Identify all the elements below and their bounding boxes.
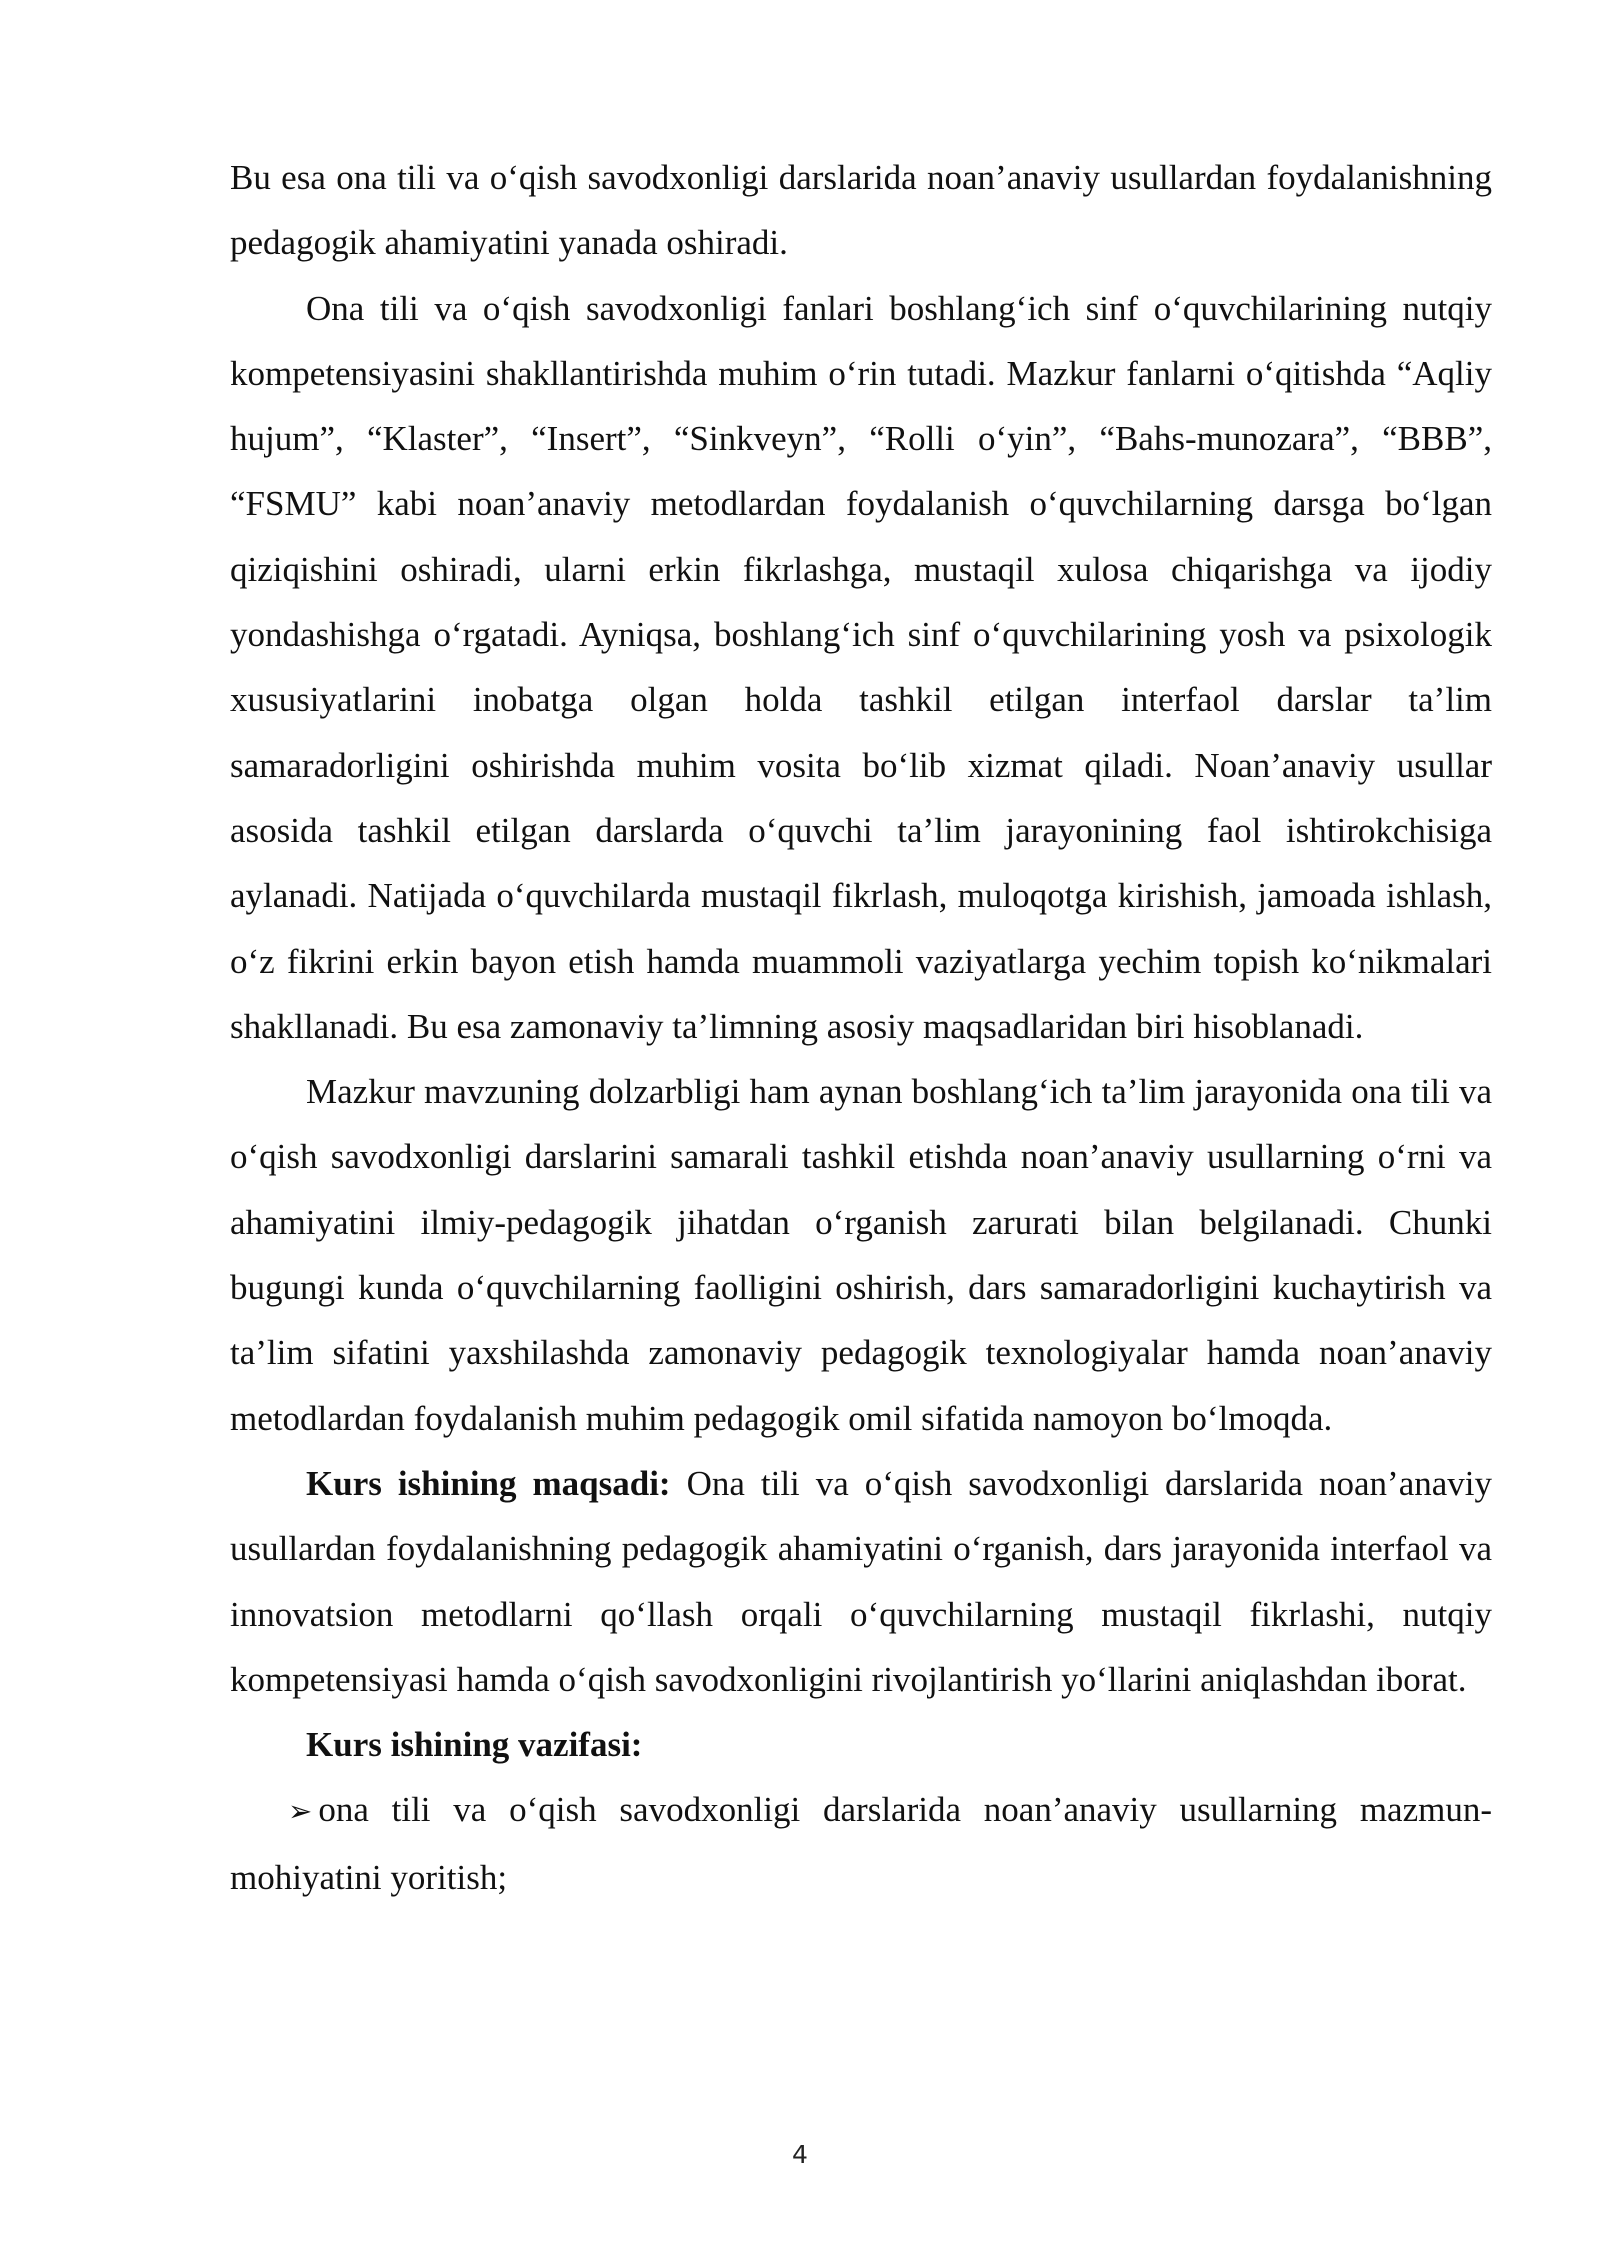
task-item-text: ona tili va o‘qish savodxonligi darslarida noan’anaviy usullarning mazmun-mohiyatini yoritish; [230, 1790, 1492, 1897]
paragraph-relevance: Mazkur mavzuning dolzarbligi ham aynan boshlang‘ich ta’lim jarayonida ona tili va o‘qish savodxonligi darslarini samarali tashkil etishda noan’anaviy usullarning o‘rni va ahamiyatini ilmiy-pedagogik jihatdan o‘rganish zarurati bilan belgilanadi. Chunki bugungi kunda o‘quvchilarning faolligini oshirish, dars samaradorligini kuchaytirish va ta’lim sifatini yaxshilashda zamonaviy pedagogik texnologiyalar hamda noan’anaviy metodlardan foydalanish muhim pedagogik omil sifatida namoyon bo‘lmoqda. [230, 1072, 1492, 1438]
page-number: 4 [792, 2140, 808, 2169]
paragraph-competence: Ona tili va o‘qish savodxonligi fanlari boshlang‘ich sinf o‘quvchilarining nutqiy kompetensiyasini shakllantirishda muhim o‘rin tutadi. Mazkur fanlarni o‘qitishda “Aqliy hujum”, “Klaster”, “Insert”, “Sinkveyn”, “Rolli o‘yin”, “Bahs-munozara”, “BBB”, “FSMU” kabi noan’anaviy metodlardan foydalanish o‘quvchilarning darsga bo‘lgan qiziqishini oshiradi, ularni erkin fikrlashga, mustaqil xulosa chiqarishga va ijodiy yondashishga o‘rgatadi. Ayniqsa, boshlang‘ich sinf o‘quvchilarining yosh va psixologik xususiyatlarini inobatga olgan holda tashkil etilgan interfaol darslar ta’lim samaradorligini oshirishda muhim vosita bo‘lib xizmat qiladi. Noan’anaviy usullar asosida tashkil etilgan darslarda o‘quvchi ta’lim jarayonining faol ishtirokchisiga aylanadi. Natijada o‘quvchilarda mustaqil fikrlash, muloqotga kirishish, jamoada ishlash, o‘z fikrini erkin bayon etish hamda muammoli vaziyatlarga yechim topish ko‘nikmalari shakllanadi. Bu esa zamonaviy ta’limning asosiy maqsadlaridan biri hisoblanadi. [230, 288, 1492, 1046]
task-item [230, 1777, 1492, 1910]
paragraph-intro: Bu esa ona tili va o‘qish savodxonligi darslarida noan’anaviy usullardan foydalanishning pedagogik ahamiyatini yanada oshiradi. [230, 158, 1492, 263]
document-page [230, 145, 1492, 1910]
tasks-heading [230, 1712, 1492, 1777]
goal-label: Kurs ishining maqsadi: [306, 1463, 671, 1503]
arrowhead-bullet-icon: ➢ [288, 1794, 313, 1829]
goal-text: Ona tili va o‘qish savodxonligi darslarida noan’anaviy usullardan foydalanishning pedagogik ahamiyatini o‘rganish, dars jarayonida interfaol va innovatsion metodlarni qo‘llash orqali o‘quvchilarning mustaqil fikrlashi, nutqiy kompetensiyasi hamda o‘qish savodxonligini rivojlantirish yo‘llarini aniqlashdan iborat. [230, 1463, 1492, 1699]
tasks-label: Kurs ishining vazifasi: [306, 1725, 643, 1765]
paragraph-goal [230, 1451, 1492, 1712]
